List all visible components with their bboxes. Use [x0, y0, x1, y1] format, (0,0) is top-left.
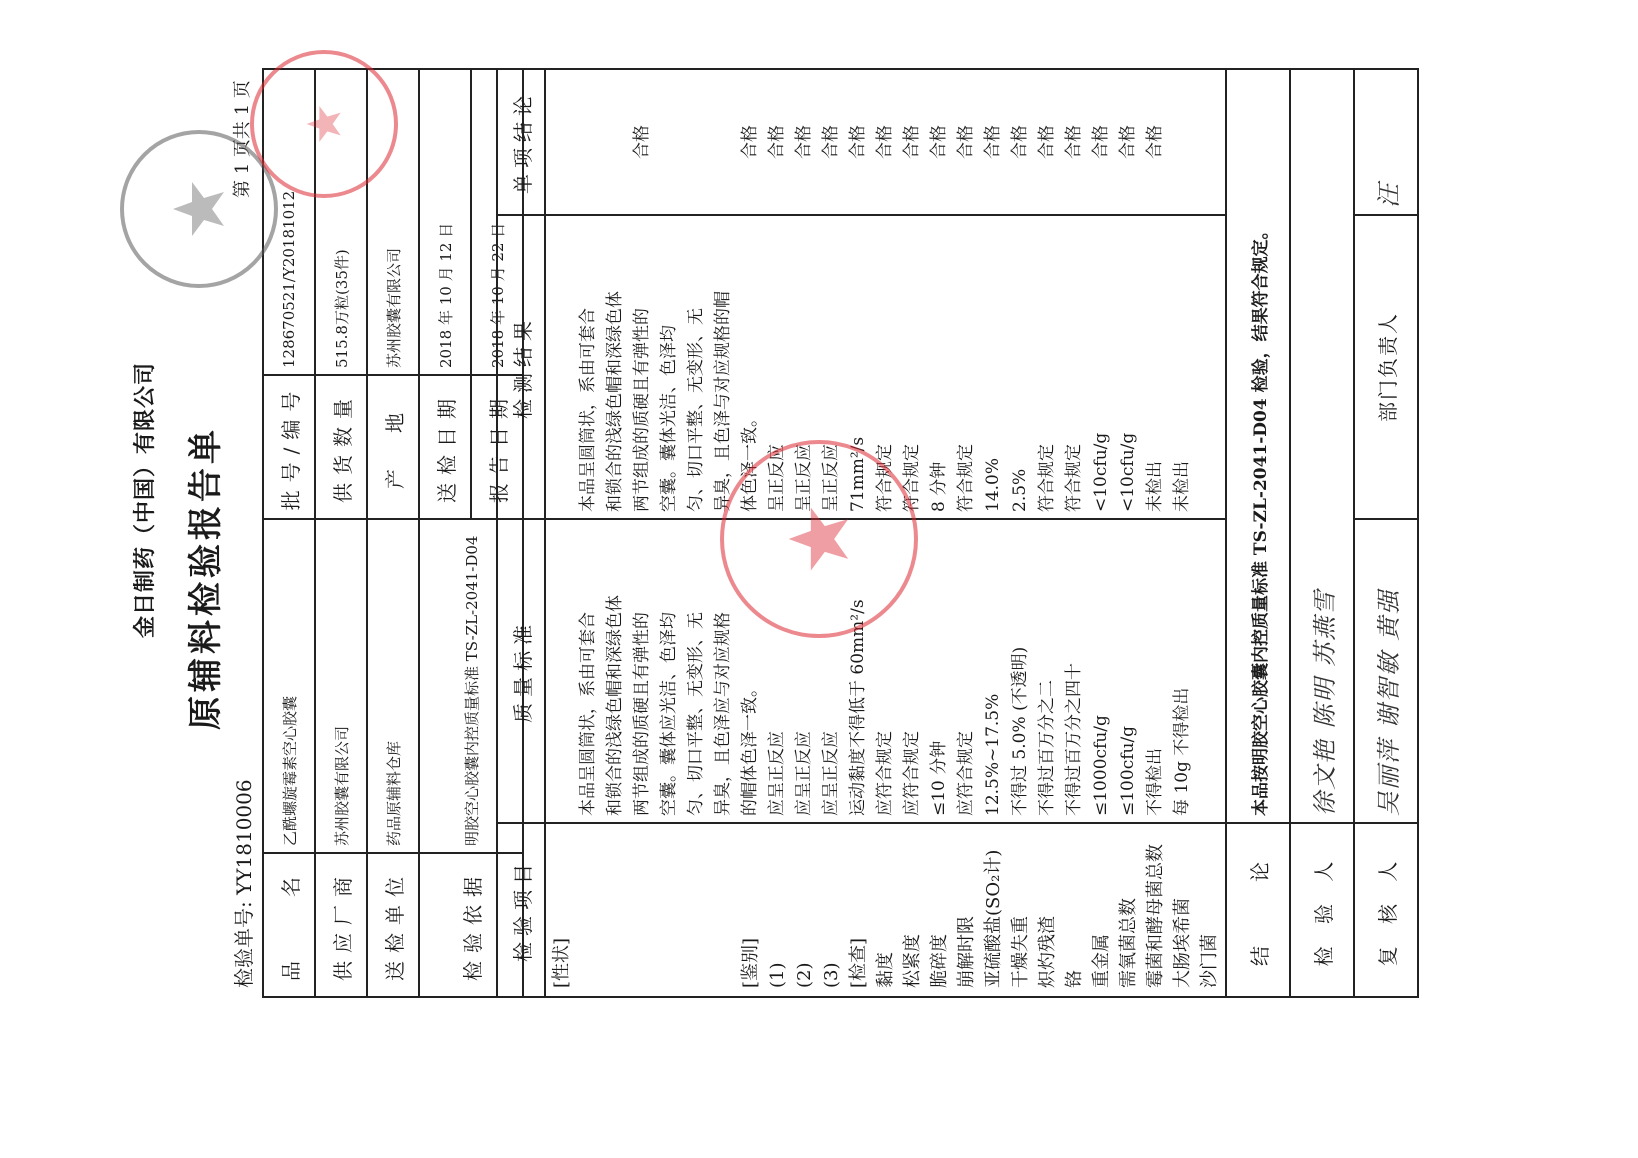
standard-text: 本品呈圆筒状，系由可套合	[578, 612, 598, 816]
conclusion-value: 合格	[1064, 125, 1084, 159]
submit-unit-value: 药品原辅料仓库	[367, 519, 419, 853]
conclusion-value: 合格	[1037, 125, 1057, 159]
conclusion-value: 合格	[1010, 125, 1030, 159]
quality-inspection-seal	[120, 130, 278, 288]
section-inspection: [检查]	[848, 937, 869, 988]
item-label: 重金属	[1091, 934, 1112, 988]
standard-value: 不得过百万分之二	[1037, 680, 1057, 816]
result-value: 呈正反应	[794, 444, 814, 512]
standard-value: 不得检出	[1145, 748, 1165, 816]
item-label: 黏度	[875, 952, 896, 988]
standard-text: 的帽体色泽一致。	[740, 680, 760, 816]
conclusion-value: 合格	[794, 125, 814, 159]
company-name: 金日制药（中国）有限公司	[132, 361, 158, 638]
basis-label: 检验依据	[419, 853, 523, 997]
col-item: 检验项目	[497, 823, 545, 997]
report-number-label: 检验单号:	[232, 901, 256, 988]
info-table	[262, 68, 524, 998]
result-text: 异臭，且色泽与对应规格的帽	[713, 291, 733, 512]
report-number	[228, 779, 257, 988]
result-value: 2.5%	[1010, 468, 1030, 512]
standard-value: 12.5%~17.5%	[983, 693, 1003, 816]
items-column	[545, 823, 1226, 997]
seal-star-icon	[304, 104, 344, 144]
item-label: 需氧菌总数	[1118, 898, 1139, 988]
reviewer-signature: 吴丽萍 谢智敏 黄强	[1354, 519, 1418, 823]
result-text: 本品呈圆筒状，系由可套合	[578, 308, 598, 512]
conclusion-value: 合格	[1091, 125, 1111, 159]
standard-value: 应符合规定	[875, 731, 895, 816]
standard-text: 和锁合的浅绿色帽和深绿色体	[605, 595, 625, 816]
conclusion-value: 合格	[848, 125, 868, 159]
col-standard: 质量标准	[497, 519, 545, 823]
conclusion-value: 合格	[983, 125, 1003, 159]
standard-value: ≤10 分钟	[929, 740, 949, 816]
standard-value: ≤100cfu/g	[1118, 725, 1138, 816]
pharmacy-seal	[250, 50, 398, 198]
standard-text: 异臭，且色泽应与对应规格	[713, 612, 733, 816]
basis-value: 明胶空心胶囊内控质量标准 TS-ZL-2041-D04	[419, 519, 523, 853]
conclusion-value: 合格	[767, 125, 787, 159]
conclusion-value: 合格	[956, 125, 976, 159]
standard-value: 应呈正反应	[821, 731, 841, 816]
result-text: 空囊。囊体光洁、色泽均	[659, 325, 679, 512]
result-value: 呈正反应	[821, 444, 841, 512]
inspector-label: 检 验 人	[1290, 823, 1354, 997]
report-date-value: 2018 年 10 月 22 日	[471, 69, 523, 375]
standard-value: 运动黏度不得低于 60mm²/s	[848, 599, 868, 816]
col-result: 检测结果	[497, 215, 545, 519]
standard-value: 每 10g 不得检出	[1172, 687, 1192, 816]
result-value: 符合规定	[956, 444, 976, 512]
standard-text: 两节组成的质硬且有弹性的	[632, 612, 652, 816]
submit-unit-label: 送检单位	[367, 853, 419, 997]
conclusion-value: 合格	[1118, 125, 1138, 159]
seal-star-icon	[169, 179, 229, 239]
results-table	[496, 68, 1419, 998]
col-conclusion: 单项结论	[497, 69, 545, 215]
standard-value: 不得过百万分之四十	[1064, 663, 1084, 816]
report-date-label: 报告日期	[471, 375, 523, 519]
result-value: 未检出	[1172, 461, 1192, 512]
result-text: 体色泽一致。	[740, 410, 760, 512]
origin-value: 苏州胶囊有限公司	[367, 69, 419, 375]
department-head-label: 部门负责人	[1354, 215, 1418, 519]
product-value: 乙酰螺旋霉素空心胶囊	[263, 519, 315, 853]
overall-conclusion: 本品按明胶空心胶囊内控质量标准 TS-ZL-2041-D04 检验，结果符合规定。	[1226, 69, 1290, 823]
conclusion-value: 合格	[740, 125, 760, 159]
result-value: 71mm²/s	[848, 436, 868, 512]
origin-label: 产 地	[367, 375, 419, 519]
conclusion-value: 合格	[902, 125, 922, 159]
section-character: [性状]	[551, 937, 572, 988]
result-text: 和锁合的浅绿色帽和深绿色体	[605, 291, 625, 512]
department-head-signature: 汪	[1354, 69, 1418, 215]
item-label: 霉菌和酵母菌总数	[1145, 844, 1166, 988]
quantity-label: 供货数量	[315, 375, 367, 519]
standard-value: ≤1000cfu/g	[1091, 715, 1111, 816]
item-label: 炽灼残渣	[1037, 916, 1058, 988]
supplier-label: 供应厂商	[315, 853, 367, 997]
item-label: (2)	[794, 962, 815, 988]
result-value: 8 分钟	[929, 461, 949, 512]
item-label: (1)	[767, 962, 788, 988]
result-value: 14.0%	[983, 457, 1003, 512]
item-label: 沙门菌	[1199, 934, 1220, 988]
seal-star-icon	[784, 504, 854, 574]
submit-date-value: 2018 年 10 月 12 日	[419, 69, 471, 375]
item-label: 大肠埃希菌	[1172, 898, 1193, 988]
submit-date-label: 送检日期	[419, 375, 471, 519]
standard-value: 不得过 5.0% (不透明)	[1010, 646, 1030, 816]
inspector-signature: 徐文艳 陈明 苏燕雪	[1290, 69, 1354, 823]
item-label: 松紧度	[902, 934, 923, 988]
result-value: 符合规定	[875, 444, 895, 512]
item-label: (3)	[821, 962, 842, 988]
section-identification: [鉴别]	[740, 937, 761, 988]
conclusion-value: 合格	[821, 125, 841, 159]
item-label: 铬	[1064, 970, 1085, 988]
result-value: <10cfu/g	[1091, 432, 1111, 512]
result-value: 符合规定	[902, 444, 922, 512]
standard-value: 应符合规定	[956, 731, 976, 816]
result-value: 符合规定	[1064, 444, 1084, 512]
result-value: <10cfu/g	[1118, 432, 1138, 512]
item-label: 干燥失重	[1010, 916, 1031, 988]
page-info: 第 1 页共 1 页	[232, 80, 253, 198]
standard-value: 应符合规定	[902, 731, 922, 816]
conclusion-value: 合格	[875, 125, 895, 159]
item-label: 崩解时限	[956, 916, 977, 988]
standard-text: 匀、切口平整、无变形、无	[686, 612, 706, 816]
report-number-value: YY1810006	[232, 779, 256, 895]
item-label: 亚硫酸盐(SO₂计)	[983, 849, 1004, 988]
item-label: 脆碎度	[929, 934, 950, 988]
quantity-value: 515.8万粒(35件)	[315, 69, 367, 375]
batch-label: 批号/编号	[263, 375, 315, 519]
product-label: 品 名	[263, 853, 315, 997]
reviewer-label: 复 核 人	[1354, 823, 1418, 997]
conclusion-value: 合格	[1145, 125, 1165, 159]
result-value: 未检出	[1145, 461, 1165, 512]
conclusion-label: 结 论	[1226, 823, 1290, 997]
result-text: 两节组成的质硬且有弹性的	[632, 308, 652, 512]
standard-text: 空囊。囊体应光洁、色泽均	[659, 612, 679, 816]
standard-value: 应呈正反应	[767, 731, 787, 816]
conclusions-column	[545, 69, 1226, 215]
batch-value: 128670521/Y20181012	[263, 69, 315, 375]
conclusion-value: 合格	[632, 125, 652, 159]
report-title: 原辅料检验报告单	[186, 426, 226, 730]
supplier-value: 苏州胶囊有限公司	[315, 519, 367, 853]
standard-value: 应呈正反应	[794, 731, 814, 816]
conclusion-value: 合格	[929, 125, 949, 159]
result-text: 匀、切口平整、无变形、无	[686, 308, 706, 512]
result-value: 符合规定	[1037, 444, 1057, 512]
result-value: 呈正反应	[767, 444, 787, 512]
supplier-quality-seal	[720, 440, 918, 638]
